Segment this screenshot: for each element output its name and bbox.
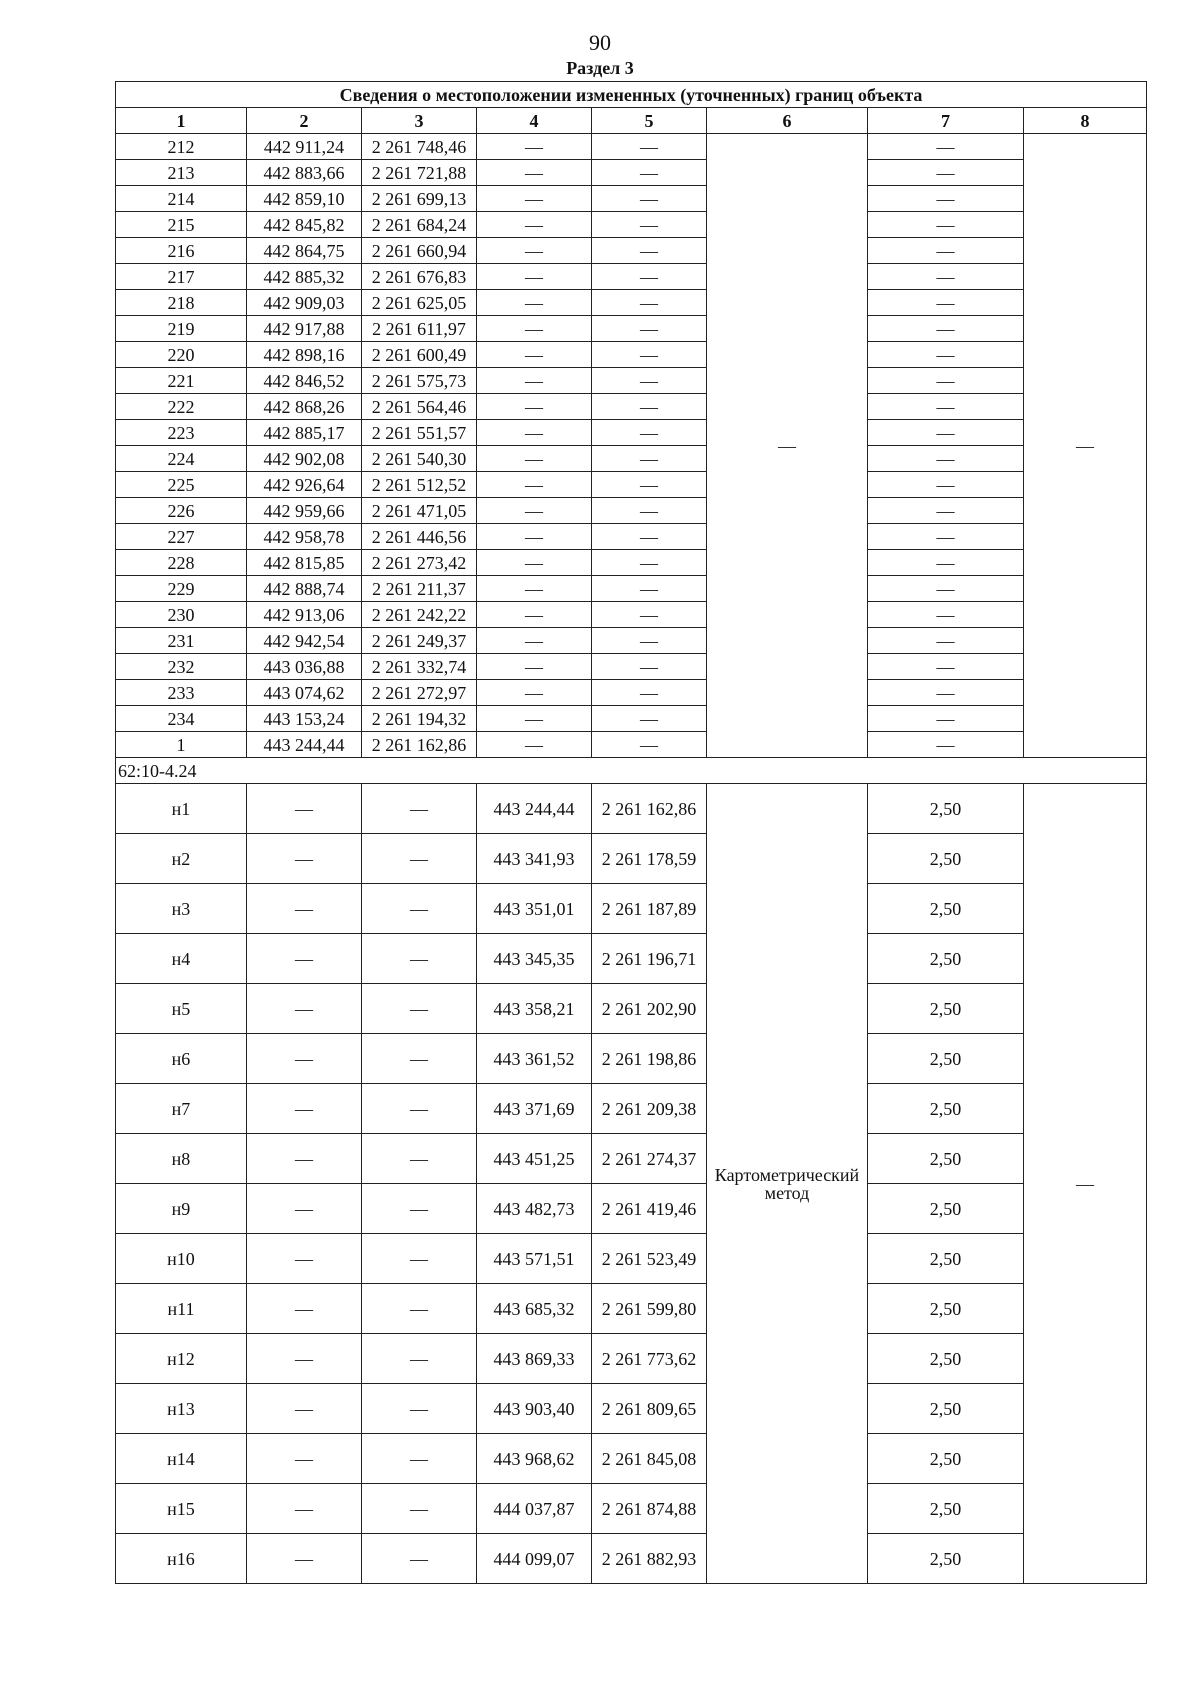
y-existing-cell: 2 261 611,97 <box>362 316 477 342</box>
x-existing-cell: 442 917,88 <box>247 316 362 342</box>
accuracy-cell: 2,50 <box>868 1334 1024 1384</box>
accuracy-cell: — <box>868 394 1024 420</box>
y-existing-cell: 2 261 748,46 <box>362 134 477 160</box>
accuracy-cell: — <box>868 706 1024 732</box>
table-row <box>116 784 1147 834</box>
x-existing-cell: 442 815,85 <box>247 550 362 576</box>
table-row <box>116 134 1147 160</box>
y-existing-cell: — <box>362 884 477 934</box>
x-new-cell: — <box>477 342 592 368</box>
table-row <box>116 984 1147 1034</box>
point-number-cell: 232 <box>116 654 247 680</box>
accuracy-cell: — <box>868 316 1024 342</box>
point-number-cell: 1 <box>116 732 247 758</box>
accuracy-cell: — <box>868 264 1024 290</box>
x-new-cell: 443 571,51 <box>477 1234 592 1284</box>
table-row <box>116 602 1147 628</box>
y-new-cell: — <box>592 628 707 654</box>
x-existing-cell: 442 942,54 <box>247 628 362 654</box>
x-existing-cell: — <box>247 1384 362 1434</box>
y-existing-cell: 2 261 242,22 <box>362 602 477 628</box>
x-new-cell: — <box>477 550 592 576</box>
group-header-row <box>116 758 1147 784</box>
parcel-number-label: 62:10-4.24 <box>116 758 1147 784</box>
x-existing-cell: — <box>247 1434 362 1484</box>
x-new-cell: — <box>477 732 592 758</box>
y-new-cell: — <box>592 316 707 342</box>
x-new-cell: — <box>477 264 592 290</box>
x-existing-cell: 442 898,16 <box>247 342 362 368</box>
table-row <box>116 394 1147 420</box>
point-number-cell: 213 <box>116 160 247 186</box>
x-new-cell: — <box>477 706 592 732</box>
x-existing-cell: 442 913,06 <box>247 602 362 628</box>
x-new-cell: 443 361,52 <box>477 1034 592 1084</box>
table-row <box>116 628 1147 654</box>
table-row <box>116 472 1147 498</box>
accuracy-cell: — <box>868 680 1024 706</box>
y-existing-cell: 2 261 446,56 <box>362 524 477 550</box>
x-existing-cell: — <box>247 934 362 984</box>
y-existing-cell: 2 261 564,46 <box>362 394 477 420</box>
table-row <box>116 368 1147 394</box>
x-new-cell: 443 685,32 <box>477 1284 592 1334</box>
accuracy-cell: — <box>868 212 1024 238</box>
y-new-cell: 2 261 202,90 <box>592 984 707 1034</box>
y-new-cell: — <box>592 732 707 758</box>
point-number-cell: 228 <box>116 550 247 576</box>
description-cell: — <box>1024 784 1147 1584</box>
point-number-cell: н3 <box>116 884 247 934</box>
y-new-cell: — <box>592 524 707 550</box>
accuracy-cell: 2,50 <box>868 1234 1024 1284</box>
x-new-cell: — <box>477 654 592 680</box>
x-existing-cell: 442 888,74 <box>247 576 362 602</box>
point-number-cell: 220 <box>116 342 247 368</box>
accuracy-cell: — <box>868 550 1024 576</box>
accuracy-cell: — <box>868 368 1024 394</box>
x-existing-cell: 442 911,24 <box>247 134 362 160</box>
x-existing-cell: 442 909,03 <box>247 290 362 316</box>
x-existing-cell: 442 926,64 <box>247 472 362 498</box>
x-new-cell: — <box>477 524 592 550</box>
x-new-cell: — <box>477 472 592 498</box>
table-row <box>116 1084 1147 1134</box>
y-existing-cell: — <box>362 934 477 984</box>
point-number-cell: 212 <box>116 134 247 160</box>
x-existing-cell: — <box>247 1234 362 1284</box>
x-new-cell: — <box>477 238 592 264</box>
table-row <box>116 1434 1147 1484</box>
point-number-cell: 217 <box>116 264 247 290</box>
x-new-cell: 443 968,62 <box>477 1434 592 1484</box>
point-number-cell: н15 <box>116 1484 247 1534</box>
accuracy-cell: 2,50 <box>868 884 1024 934</box>
table-row <box>116 1184 1147 1234</box>
table-row <box>116 884 1147 934</box>
y-new-cell: 2 261 209,38 <box>592 1084 707 1134</box>
x-new-cell: — <box>477 680 592 706</box>
x-existing-cell: 443 036,88 <box>247 654 362 680</box>
table-row <box>116 1484 1147 1534</box>
table-row <box>116 264 1147 290</box>
y-new-cell: 2 261 874,88 <box>592 1484 707 1534</box>
method-cell: Картометрический метод <box>707 784 868 1584</box>
table-row <box>116 186 1147 212</box>
column-number-6: 6 <box>707 108 868 134</box>
x-existing-cell: — <box>247 1534 362 1584</box>
x-existing-cell: 442 885,32 <box>247 264 362 290</box>
x-new-cell: 443 244,44 <box>477 784 592 834</box>
y-new-cell: 2 261 599,80 <box>592 1284 707 1334</box>
y-new-cell: 2 261 845,08 <box>592 1434 707 1484</box>
x-existing-cell: — <box>247 984 362 1034</box>
point-number-cell: 219 <box>116 316 247 342</box>
point-number-cell: н4 <box>116 934 247 984</box>
y-existing-cell: 2 261 684,24 <box>362 212 477 238</box>
accuracy-cell: 2,50 <box>868 1434 1024 1484</box>
accuracy-cell: 2,50 <box>868 1534 1024 1584</box>
x-new-cell: 443 903,40 <box>477 1384 592 1434</box>
accuracy-cell: — <box>868 524 1024 550</box>
point-number-cell: 231 <box>116 628 247 654</box>
point-number-cell: 225 <box>116 472 247 498</box>
point-number-cell: 214 <box>116 186 247 212</box>
y-new-cell: — <box>592 394 707 420</box>
y-new-cell: — <box>592 498 707 524</box>
table-row <box>116 1234 1147 1284</box>
y-new-cell: — <box>592 602 707 628</box>
y-existing-cell: 2 261 194,32 <box>362 706 477 732</box>
point-number-cell: 230 <box>116 602 247 628</box>
y-new-cell: 2 261 196,71 <box>592 934 707 984</box>
y-existing-cell: 2 261 575,73 <box>362 368 477 394</box>
accuracy-cell: — <box>868 628 1024 654</box>
table-row <box>116 342 1147 368</box>
y-existing-cell: 2 261 249,37 <box>362 628 477 654</box>
y-new-cell: — <box>592 342 707 368</box>
point-number-cell: н14 <box>116 1434 247 1484</box>
accuracy-cell: — <box>868 602 1024 628</box>
table-row <box>116 524 1147 550</box>
x-existing-cell: — <box>247 834 362 884</box>
point-number-cell: 216 <box>116 238 247 264</box>
y-new-cell: — <box>592 238 707 264</box>
y-new-cell: — <box>592 186 707 212</box>
y-existing-cell: 2 261 512,52 <box>362 472 477 498</box>
point-number-cell: 218 <box>116 290 247 316</box>
column-number-3: 3 <box>362 108 477 134</box>
y-new-cell: — <box>592 212 707 238</box>
accuracy-cell: — <box>868 654 1024 680</box>
x-new-cell: 443 358,21 <box>477 984 592 1034</box>
table-row <box>116 420 1147 446</box>
y-existing-cell: — <box>362 1234 477 1284</box>
y-existing-cell: — <box>362 1284 477 1334</box>
x-new-cell: 443 482,73 <box>477 1184 592 1234</box>
x-existing-cell: 443 153,24 <box>247 706 362 732</box>
table-row <box>116 238 1147 264</box>
x-new-cell: — <box>477 316 592 342</box>
x-existing-cell: — <box>247 784 362 834</box>
y-new-cell: 2 261 419,46 <box>592 1184 707 1234</box>
y-new-cell: 2 261 198,86 <box>592 1034 707 1084</box>
accuracy-cell: 2,50 <box>868 984 1024 1034</box>
x-new-cell: — <box>477 602 592 628</box>
y-existing-cell: 2 261 540,30 <box>362 446 477 472</box>
point-number-cell: 226 <box>116 498 247 524</box>
x-existing-cell: 443 244,44 <box>247 732 362 758</box>
point-number-cell: 233 <box>116 680 247 706</box>
table-row <box>116 680 1147 706</box>
accuracy-cell: — <box>868 576 1024 602</box>
y-existing-cell: — <box>362 1334 477 1384</box>
accuracy-cell: — <box>868 160 1024 186</box>
x-new-cell: — <box>477 134 592 160</box>
x-existing-cell: — <box>247 1184 362 1234</box>
point-number-cell: 229 <box>116 576 247 602</box>
x-existing-cell: — <box>247 1284 362 1334</box>
page-number: 90 <box>589 30 611 55</box>
y-new-cell: 2 261 162,86 <box>592 784 707 834</box>
y-existing-cell: — <box>362 1184 477 1234</box>
y-new-cell: — <box>592 290 707 316</box>
x-new-cell: — <box>477 160 592 186</box>
x-new-cell: 444 099,07 <box>477 1534 592 1584</box>
y-existing-cell: — <box>362 1434 477 1484</box>
table-row <box>116 1334 1147 1384</box>
column-number-7: 7 <box>868 108 1024 134</box>
y-new-cell: 2 261 523,49 <box>592 1234 707 1284</box>
point-number-cell: н5 <box>116 984 247 1034</box>
accuracy-cell: 2,50 <box>868 1034 1024 1084</box>
x-new-cell: 443 351,01 <box>477 884 592 934</box>
y-existing-cell: 2 261 721,88 <box>362 160 477 186</box>
table-row <box>116 1384 1147 1434</box>
y-new-cell: — <box>592 446 707 472</box>
y-existing-cell: — <box>362 1084 477 1134</box>
table-row <box>116 290 1147 316</box>
x-new-cell: 443 345,35 <box>477 934 592 984</box>
point-number-cell: н8 <box>116 1134 247 1184</box>
point-number-cell: 222 <box>116 394 247 420</box>
y-existing-cell: — <box>362 1034 477 1084</box>
y-existing-cell: 2 261 273,42 <box>362 550 477 576</box>
column-number-4: 4 <box>477 108 592 134</box>
x-existing-cell: — <box>247 1334 362 1384</box>
point-number-cell: н9 <box>116 1184 247 1234</box>
table-row <box>116 834 1147 884</box>
table-caption: Сведения о местоположении измененных (уточненных) границ объекта <box>116 82 1147 108</box>
accuracy-cell: — <box>868 472 1024 498</box>
x-new-cell: 443 341,93 <box>477 834 592 884</box>
x-existing-cell: 442 864,75 <box>247 238 362 264</box>
accuracy-cell: 2,50 <box>868 834 1024 884</box>
y-existing-cell: 2 261 471,05 <box>362 498 477 524</box>
point-number-cell: н11 <box>116 1284 247 1334</box>
y-new-cell: 2 261 809,65 <box>592 1384 707 1434</box>
accuracy-cell: 2,50 <box>868 1484 1024 1534</box>
y-new-cell: — <box>592 680 707 706</box>
table-row <box>116 934 1147 984</box>
y-existing-cell: 2 261 676,83 <box>362 264 477 290</box>
accuracy-cell: — <box>868 290 1024 316</box>
y-existing-cell: — <box>362 834 477 884</box>
point-number-cell: н16 <box>116 1534 247 1584</box>
y-new-cell: 2 261 882,93 <box>592 1534 707 1584</box>
x-existing-cell: 442 845,82 <box>247 212 362 238</box>
accuracy-cell: — <box>868 498 1024 524</box>
accuracy-cell: — <box>868 420 1024 446</box>
y-new-cell: — <box>592 368 707 394</box>
y-existing-cell: 2 261 660,94 <box>362 238 477 264</box>
x-new-cell: — <box>477 186 592 212</box>
y-existing-cell: — <box>362 984 477 1034</box>
y-new-cell: — <box>592 160 707 186</box>
column-number-8: 8 <box>1024 108 1147 134</box>
accuracy-cell: 2,50 <box>868 1384 1024 1434</box>
y-existing-cell: 2 261 625,05 <box>362 290 477 316</box>
point-number-cell: н7 <box>116 1084 247 1134</box>
y-new-cell: 2 261 178,59 <box>592 834 707 884</box>
y-new-cell: 2 261 187,89 <box>592 884 707 934</box>
y-new-cell: — <box>592 654 707 680</box>
y-new-cell: — <box>592 576 707 602</box>
x-existing-cell: 442 846,52 <box>247 368 362 394</box>
y-new-cell: — <box>592 264 707 290</box>
x-new-cell: — <box>477 368 592 394</box>
table-row <box>116 1284 1147 1334</box>
y-new-cell: — <box>592 706 707 732</box>
y-existing-cell: 2 261 551,57 <box>362 420 477 446</box>
point-number-cell: 215 <box>116 212 247 238</box>
table-row <box>116 160 1147 186</box>
table-row <box>116 316 1147 342</box>
y-new-cell: 2 261 773,62 <box>592 1334 707 1384</box>
x-existing-cell: 443 074,62 <box>247 680 362 706</box>
x-new-cell: — <box>477 290 592 316</box>
x-existing-cell: — <box>247 1034 362 1084</box>
point-number-cell: н10 <box>116 1234 247 1284</box>
point-number-cell: 223 <box>116 420 247 446</box>
x-existing-cell: 442 902,08 <box>247 446 362 472</box>
point-number-cell: 234 <box>116 706 247 732</box>
x-new-cell: 443 371,69 <box>477 1084 592 1134</box>
y-new-cell: — <box>592 472 707 498</box>
description-cell: — <box>1024 134 1147 758</box>
section-title: Раздел 3 <box>566 58 634 78</box>
table-row <box>116 706 1147 732</box>
accuracy-cell: — <box>868 446 1024 472</box>
x-new-cell: — <box>477 498 592 524</box>
method-cell: — <box>707 134 868 758</box>
y-existing-cell: — <box>362 1484 477 1534</box>
accuracy-cell: 2,50 <box>868 1284 1024 1334</box>
point-number-cell: 224 <box>116 446 247 472</box>
accuracy-cell: — <box>868 134 1024 160</box>
accuracy-cell: 2,50 <box>868 784 1024 834</box>
x-existing-cell: 442 959,66 <box>247 498 362 524</box>
y-existing-cell: — <box>362 784 477 834</box>
x-new-cell: 443 869,33 <box>477 1334 592 1384</box>
column-number-5: 5 <box>592 108 707 134</box>
x-new-cell: — <box>477 420 592 446</box>
point-number-cell: н2 <box>116 834 247 884</box>
table-row <box>116 212 1147 238</box>
table-row <box>116 498 1147 524</box>
x-existing-cell: 442 859,10 <box>247 186 362 212</box>
x-new-cell: — <box>477 628 592 654</box>
x-existing-cell: 442 885,17 <box>247 420 362 446</box>
point-number-cell: н13 <box>116 1384 247 1434</box>
point-number-cell: н6 <box>116 1034 247 1084</box>
column-number-row <box>116 108 1147 134</box>
x-new-cell: — <box>477 212 592 238</box>
x-existing-cell: — <box>247 1134 362 1184</box>
x-new-cell: 443 451,25 <box>477 1134 592 1184</box>
accuracy-cell: 2,50 <box>868 1084 1024 1134</box>
x-new-cell: 444 037,87 <box>477 1484 592 1534</box>
x-existing-cell: — <box>247 884 362 934</box>
x-existing-cell: 442 958,78 <box>247 524 362 550</box>
x-existing-cell: 442 883,66 <box>247 160 362 186</box>
accuracy-cell: — <box>868 342 1024 368</box>
accuracy-cell: — <box>868 186 1024 212</box>
y-new-cell: — <box>592 420 707 446</box>
table-row <box>116 446 1147 472</box>
point-number-cell: 221 <box>116 368 247 394</box>
table-row <box>116 1534 1147 1584</box>
point-number-cell: 227 <box>116 524 247 550</box>
table-row <box>116 550 1147 576</box>
x-new-cell: — <box>477 576 592 602</box>
x-existing-cell: 442 868,26 <box>247 394 362 420</box>
table-row <box>116 732 1147 758</box>
x-new-cell: — <box>477 446 592 472</box>
accuracy-cell: 2,50 <box>868 1134 1024 1184</box>
table-row <box>116 1134 1147 1184</box>
y-existing-cell: 2 261 211,37 <box>362 576 477 602</box>
y-existing-cell: — <box>362 1384 477 1434</box>
accuracy-cell: — <box>868 732 1024 758</box>
x-new-cell: — <box>477 394 592 420</box>
y-existing-cell: 2 261 332,74 <box>362 654 477 680</box>
boundary-points-table <box>115 81 1147 1584</box>
y-new-cell: — <box>592 550 707 576</box>
y-existing-cell: 2 261 162,86 <box>362 732 477 758</box>
table-row <box>116 654 1147 680</box>
y-existing-cell: 2 261 699,13 <box>362 186 477 212</box>
table-row <box>116 1034 1147 1084</box>
accuracy-cell: 2,50 <box>868 934 1024 984</box>
point-number-cell: н1 <box>116 784 247 834</box>
y-existing-cell: 2 261 272,97 <box>362 680 477 706</box>
accuracy-cell: 2,50 <box>868 1184 1024 1234</box>
x-existing-cell: — <box>247 1484 362 1534</box>
y-existing-cell: 2 261 600,49 <box>362 342 477 368</box>
y-existing-cell: — <box>362 1534 477 1584</box>
point-number-cell: н12 <box>116 1334 247 1384</box>
y-existing-cell: — <box>362 1134 477 1184</box>
accuracy-cell: — <box>868 238 1024 264</box>
column-number-2: 2 <box>247 108 362 134</box>
y-new-cell: — <box>592 134 707 160</box>
y-new-cell: 2 261 274,37 <box>592 1134 707 1184</box>
column-number-1: 1 <box>116 108 247 134</box>
table-row <box>116 576 1147 602</box>
x-existing-cell: — <box>247 1084 362 1134</box>
